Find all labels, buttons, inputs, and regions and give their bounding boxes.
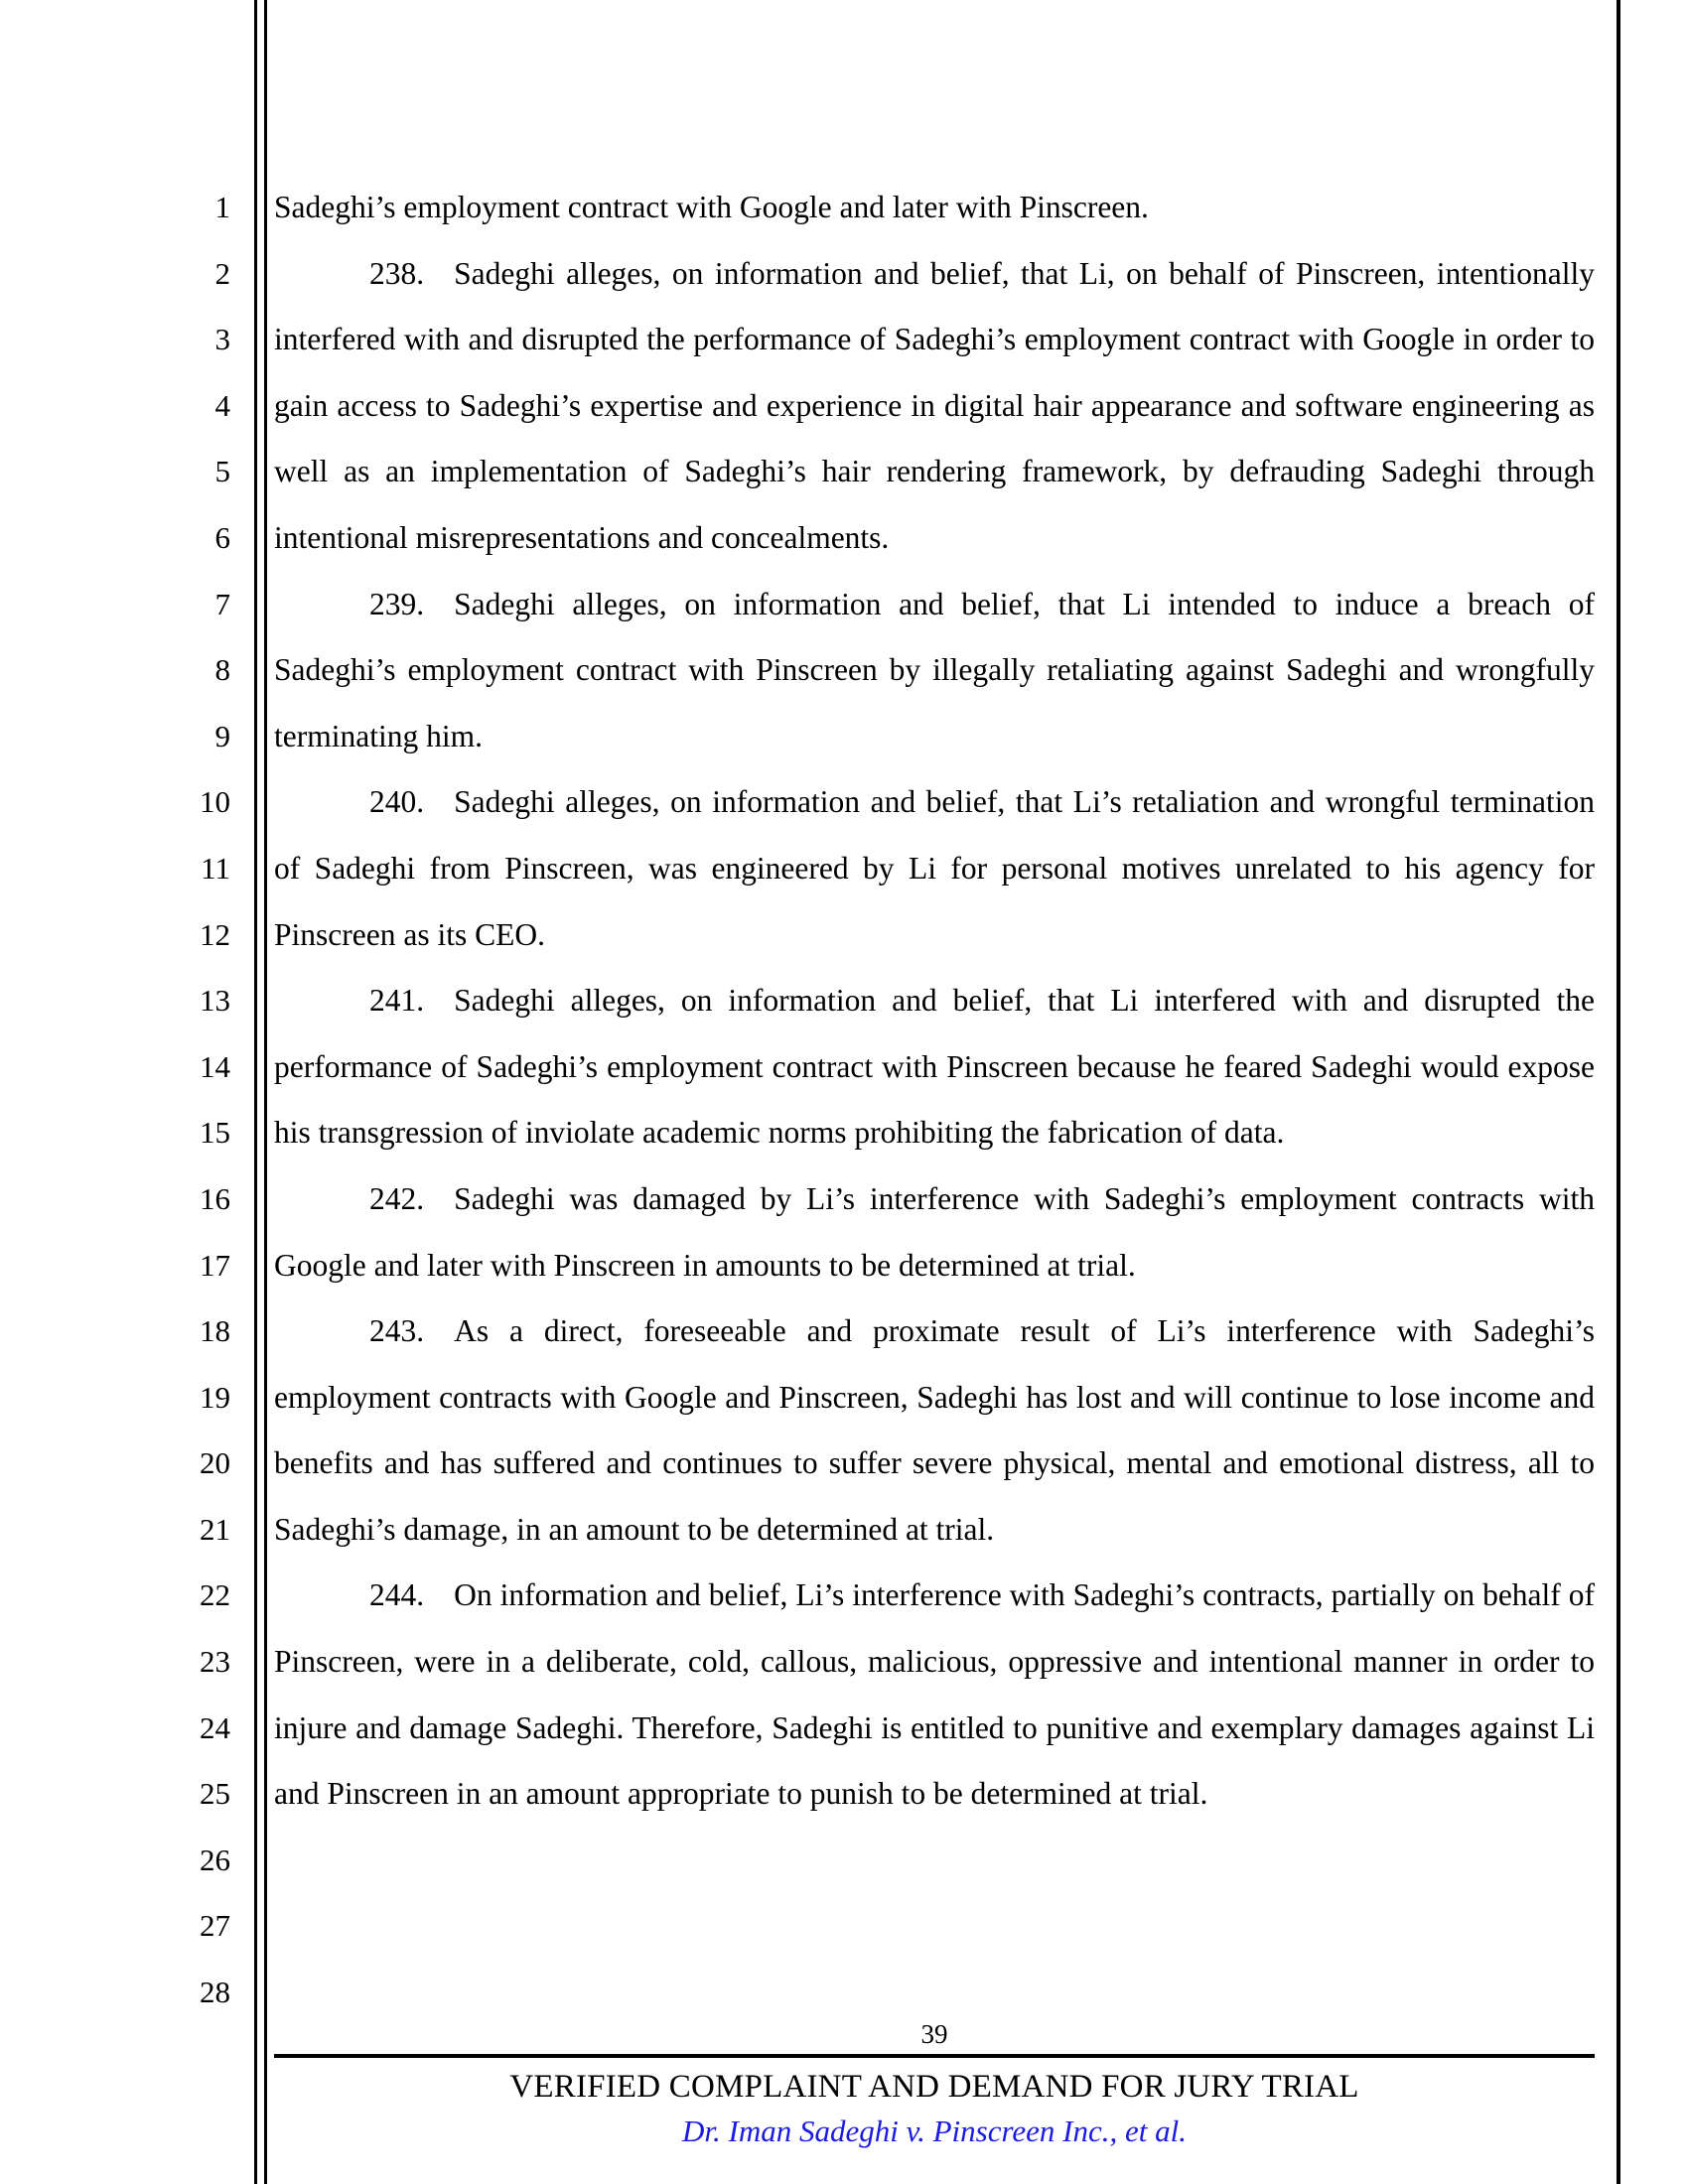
- line-number: 11: [201, 850, 230, 886]
- paragraph-number: 241.: [369, 983, 425, 1019]
- line-number-column: [0, 175, 244, 2026]
- line-number: 20: [200, 1445, 230, 1481]
- paragraph-continuation: [274, 175, 1595, 241]
- paragraph-text: Sadeghi alleges, on information and belief, that Li, on behalf of Pinscreen, intentionally interfered with and disrupted the performance of Sadeghi’s employment contract with Google in order to gain access to Sadeghi’s expertise and experience in digital hair appearance and software engineering as well as an implementation of Sadeghi’s hair rendering framework, by defrauding Sadeghi through intentional misrepresentations and concealments.: [274, 255, 1595, 555]
- line-number: 3: [214, 322, 230, 357]
- line-number: 18: [200, 1313, 230, 1349]
- paragraph-text: Sadeghi alleges, on information and belief, that Li intended to induce a breach of Sadeghi’s employment contract with Pinscreen by illegally retaliating against Sadeghi and wrongfully terminating him.: [274, 586, 1595, 753]
- paragraph-text: Sadeghi alleges, on information and belief, that Li interfered with and disrupted the performance of Sadeghi’s employment contract with Pinscreen because he feared Sadeghi would expose his transgression of inviolate academic norms prohibiting the fabrication of data.: [274, 983, 1595, 1151]
- line-number: 14: [200, 1048, 230, 1084]
- line-number: 19: [200, 1379, 230, 1415]
- line-number: 13: [200, 983, 230, 1019]
- footer-document-title: VERIFIED COMPLAINT AND DEMAND FOR JURY TRIAL: [509, 2069, 1359, 2105]
- body-text-column: [274, 175, 1595, 1828]
- line-number: 27: [200, 1908, 230, 1944]
- paragraph-244: [274, 1563, 1595, 1827]
- line-number: 21: [200, 1511, 230, 1547]
- paragraph-number: 243.: [369, 1313, 425, 1349]
- line-number: 24: [200, 1709, 230, 1745]
- line-number: 26: [200, 1842, 230, 1877]
- paragraph-number: 238.: [369, 255, 425, 291]
- footer-case-caption: Dr. Iman Sadeghi v. Pinscreen Inc., et al.: [682, 2114, 1187, 2148]
- line-number: 7: [214, 586, 230, 621]
- paragraph-number: 239.: [369, 586, 425, 621]
- line-number: 4: [214, 387, 230, 423]
- line-number: 16: [200, 1180, 230, 1216]
- line-number: 28: [200, 1975, 230, 2010]
- page-footer: [274, 2017, 1595, 2153]
- line-number: 23: [200, 1644, 230, 1680]
- left-margin-rule-inner: [264, 0, 267, 2184]
- line-number: 2: [214, 255, 230, 291]
- paragraph-number: 240.: [369, 784, 425, 820]
- line-number: 8: [214, 652, 230, 688]
- paragraph-text: As a direct, foreseeable and proximate result of Li’s interference with Sadeghi’s employment contracts with Google and Pinscreen, Sadeghi has lost and will continue to lose income and benefits and has suffered and continues to suffer severe physical, mental and emotional distress, all to Sadeghi’s damage, in an amount to be determined at trial.: [274, 1313, 1595, 1547]
- paragraph-number: 242.: [369, 1180, 425, 1216]
- paragraph-238: [274, 241, 1595, 572]
- line-number: 1: [214, 190, 230, 224]
- paragraph-number: 244.: [369, 1577, 425, 1613]
- paragraph-242: [274, 1166, 1595, 1298]
- paragraph-243: [274, 1298, 1595, 1563]
- paragraph-241: [274, 968, 1595, 1166]
- paragraph-239: [274, 572, 1595, 770]
- line-number: 15: [200, 1115, 230, 1151]
- paragraph-text: On information and belief, Li’s interference with Sadeghi’s contracts, partially on behalf of Pinscreen, were in a deliberate, cold, callous, malicious, oppressive and intentional manner in order to injure and damage Sadeghi. Therefore, Sadeghi is entitled to punitive and exemplary damages against Li and Pinscreen in an amount appropriate to punish to be determined at trial.: [274, 1577, 1595, 1812]
- line-number: 12: [200, 916, 230, 952]
- line-number: 9: [214, 718, 230, 753]
- line-number: 17: [200, 1247, 230, 1283]
- line-number: 10: [200, 784, 230, 820]
- line-number: 25: [200, 1776, 230, 1812]
- paragraph-240: [274, 769, 1595, 968]
- left-margin-rule-outer: [254, 0, 257, 2184]
- right-margin-rule: [1617, 0, 1620, 2184]
- paragraph-text: Sadeghi alleges, on information and belief, that Li’s retaliation and wrongful termination of Sadeghi from Pinscreen, was engineered by Li for personal motives unrelated to his agency for Pinscreen as its CEO.: [274, 784, 1595, 952]
- paragraph-text: Sadeghi was damaged by Li’s interference with Sadeghi’s employment contracts with Google and later with Pinscreen in amounts to be determined at trial.: [274, 1180, 1595, 1283]
- line-number: 22: [200, 1577, 230, 1613]
- footer-page-number: 39: [920, 2019, 948, 2049]
- line-number: 5: [214, 454, 230, 489]
- line-number: 6: [214, 519, 230, 555]
- paragraph-text: Sadeghi’s employment contract with Google and later with Pinscreen.: [274, 190, 1149, 224]
